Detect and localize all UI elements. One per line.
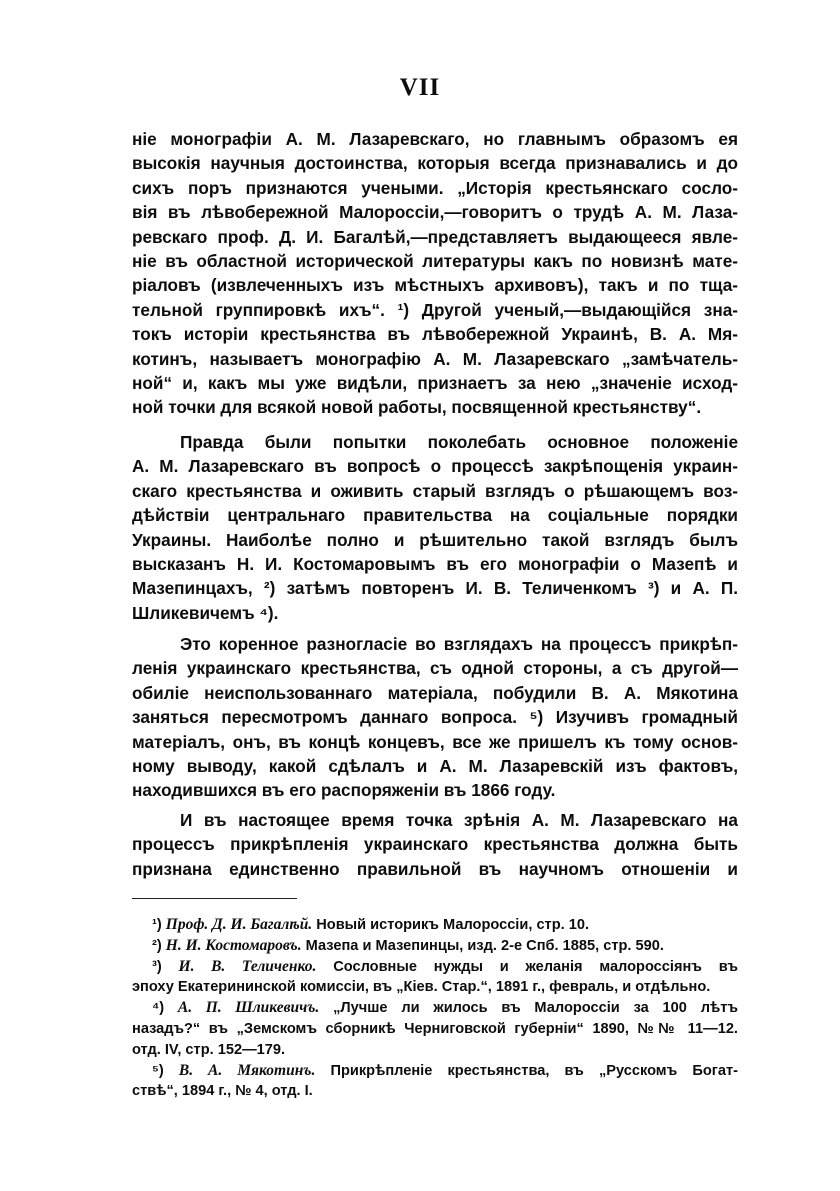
footnote-number: ⁵) <box>152 1062 179 1079</box>
footnote-line <box>132 936 738 957</box>
footnote-line: назадъ?“ въ „Земскомъ сборникѣ Черниговской губерніи“ 1890, №№ 11—12. <box>132 1020 738 1037</box>
footnote-line: отд. IV, стр. 152—179. <box>132 1041 286 1058</box>
footnote-text: Сословные нужды и желанія малороссіянъ въ <box>316 958 738 975</box>
text-line: ріаловъ (извлеченныхъ изъ мѣстныхъ архивовъ), такъ и по тща- <box>132 275 738 296</box>
text-line: дѣйствіи центральнаго правительства на соціальные порядки <box>132 505 738 526</box>
footnote-line <box>132 998 738 1019</box>
footnotes <box>132 915 738 1102</box>
text-line: ной точки для всякой новой работы, посвященной крестьянству“. <box>132 397 702 418</box>
text-line: ному выводу, какой сдѣлалъ и А. М. Лазаревскій изъ фактовъ, <box>132 755 738 776</box>
text-line: признана единственно правильной въ научномъ отношеніи и <box>132 858 738 879</box>
paragraph-1 <box>132 127 738 420</box>
footnote-number: ³) <box>152 958 179 975</box>
footnote-text: Прикрѣпленіе крестьянства, въ „Русскомъ Богат- <box>315 1062 738 1079</box>
text-line: вія въ лѣвобережной Малороссіи,—говоритъ о трудѣ А. М. Лаза- <box>132 202 738 223</box>
footnote-text: Мазепа и Мазепинцы, изд. 2-е Спб. 1885, стр. 590. <box>301 937 664 954</box>
paragraph-2 <box>132 430 738 625</box>
text-line: ніе монографіи А. М. Лазаревскаго, но главнымъ образомъ ея <box>132 129 738 149</box>
text-line: ревскаго проф. Д. И. Багалѣй,—представляетъ выдающееся явле- <box>132 226 738 247</box>
text-line: ленія украинскаго крестьянства, съ одной стороны, а съ другой— <box>132 658 738 679</box>
text-line: высокія научныя достоинства, которыя всегда признавались и до <box>132 153 738 174</box>
text-line: скаго крестьянства и оживить старый взглядъ о рѣшающемъ воз- <box>132 480 738 501</box>
text-line: Это коренное разногласіе во взглядахъ на процессъ прикрѣп- <box>180 634 738 654</box>
footnote-line: ствѣ“, 1894 г., № 4, отд. I. <box>132 1083 313 1100</box>
text-line: высказанъ Н. И. Костомаровымъ въ его монографіи о Мазепѣ и <box>132 553 738 574</box>
footnote-line <box>132 1061 738 1082</box>
footnote-divider <box>132 898 297 899</box>
paragraph-4 <box>132 808 738 881</box>
text-line: матеріалъ, онъ, въ концѣ концевъ, все же пришелъ къ тому основ- <box>132 731 738 752</box>
text-line: тельной группировкѣ ихъ“. ¹) Другой ученый,—выдающійся зна- <box>132 299 738 320</box>
text-line: ной“ и, какъ мы уже видѣли, признаетъ за нею „значеніе исход- <box>132 372 738 393</box>
text-line: И въ настоящее время точка зрѣнія А. М. Лазаревскаго на <box>180 810 738 830</box>
footnote-author: И. В. Теличенко. <box>178 957 317 975</box>
footnote-author: В. А. Мякотинъ. <box>178 1061 316 1079</box>
text-line: процессъ прикрѣпленія украинскаго крестьянства должна быть <box>132 834 738 855</box>
footnote-author: А. П. Шликевичъ. <box>177 999 320 1017</box>
text-line: обиліе неиспользованнаго матеріала, побудили В. А. Мякотина <box>132 682 738 703</box>
footnote-line <box>132 957 738 978</box>
paragraph-3 <box>132 632 738 803</box>
text-line: Украины. Наиболѣе полно и рѣшительно такой взглядъ былъ <box>132 529 738 550</box>
footnote-text: Новый историкъ Малороссіи, стр. 10. <box>312 917 590 933</box>
footnote-number: ¹) <box>152 917 166 933</box>
footnote-number: ²) <box>152 937 166 954</box>
text-line: котинъ, называетъ монографію А. М. Лазаревскаго „замѣчатель- <box>132 348 738 369</box>
footnote-text: „Лучше ли жилось въ Малороссіи за 100 лѣтъ <box>319 1000 739 1017</box>
page-number: VII <box>399 74 441 101</box>
footnote-number: ⁴) <box>152 1000 178 1017</box>
text-line: Мазепинцахъ, ²) затѣмъ повторенъ И. В. Теличенкомъ ³) и А. П. <box>132 578 738 599</box>
footnote-line: эпоху Екатерининской комиссіи, въ „Кіев. Стар.“, 1891 г., февраль, и отдѣльно. <box>132 979 711 996</box>
text-line: находившихся въ его распоряженіи въ 1866 году. <box>132 780 556 801</box>
footnote-author: Н. И. Костомаровъ. <box>165 936 302 954</box>
text-line: сихъ поръ признаются учеными. „Исторія крестьянскаго сосло- <box>132 177 738 198</box>
text-line: токъ исторіи крестьянства въ лѣвобережной Украинѣ, В. А. Мя- <box>132 324 738 345</box>
text-line: Правда были попытки поколебать основное положеніе <box>180 432 738 452</box>
text-line: Шликевичемъ ⁴). <box>132 602 279 623</box>
footnote-line <box>132 915 738 936</box>
footnote-author: Проф. Д. И. Багалѣй. <box>165 916 313 933</box>
text-line: ніе въ областной исторической литературы какъ по новизнѣ мате- <box>132 250 738 271</box>
text-line: заняться пересмотромъ даннаго вопроса. ⁵) Изучивъ громадный <box>132 707 738 728</box>
text-line: А. М. Лазаревскаго въ вопросѣ о процессѣ закрѣпощенія украин- <box>132 456 738 477</box>
